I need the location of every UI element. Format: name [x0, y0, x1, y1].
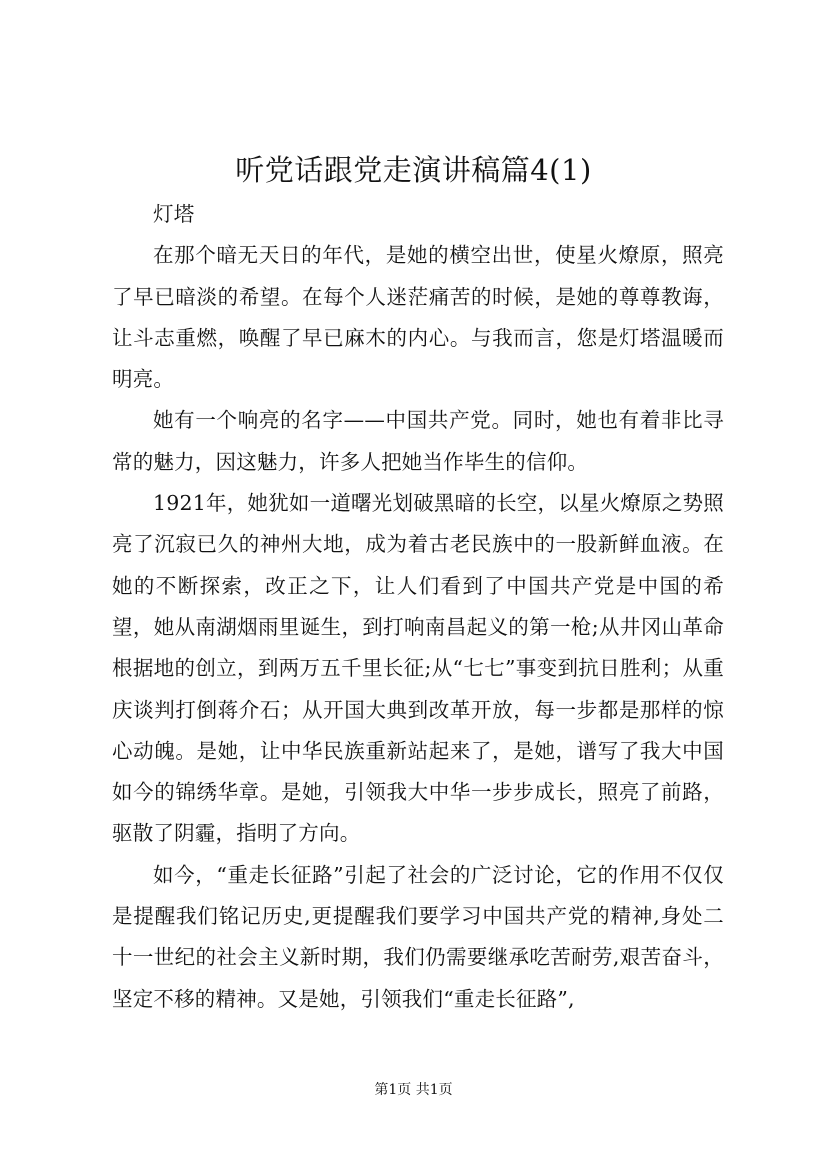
paragraph-2: 她有一个响亮的名字——中国共产党。同时，她也有着非比寻常的魅力，因这魅力，许多人把她当作毕生的信仰。 — [112, 408, 724, 474]
paragraph-1: 在那个暗无天日的年代，是她的横空出世，使星火燎原，照亮了早已暗淡的希望。在每个人迷茫痛苦的时候，是她的尊尊教诲，让斗志重燃，唤醒了早已麻木的内心。与我而言，您是灯塔温暖而明亮。 — [112, 243, 724, 392]
paragraph-4: 如今，“重走长征路”引起了社会的广泛讨论，它的作用不仅仅是提醒我们铭记历史,更提醒我们要学习中国共产党的精神,身处二十一世纪的社会主义新时期，我们仍需要继承吃苦耐劳,艰苦奋斗，坚定不移的精神。又是她，引领我们“重走长征路”, — [112, 862, 724, 1011]
page-footer: 第1页 共1页 — [374, 1082, 453, 1098]
paragraph-3: 1921年，她犹如一道曙光划破黑暗的长空，以星火燎原之势照亮了沉寂已久的神州大地，成为着古老民族中的一股新鲜血液。在她的不断探索，改正之下，让人们看到了中国共产党是中国的希望，她从南湖烟雨里诞生，到打响南昌起义的第一枪;从井冈山革命根据地的创立，到两万五千里长征;从“七七”事变到抗日胜利；从重庆谈判打倒蒋介石；从开国大典到改革开放，每一步都是那样的惊心动魄。是她，让中华民族重新站起来了，是她，谱写了我大中国如今的锦绣华章。是她，引领我大中华一步步成长，照亮了前路，驱散了阴霾，指明了方向。 — [112, 491, 724, 846]
document-body — [112, 194, 724, 1020]
paragraph-heading-lighthouse: 灯塔 — [153, 202, 195, 226]
document-title: 听党话跟党走演讲稿篇4(1) — [235, 153, 592, 187]
